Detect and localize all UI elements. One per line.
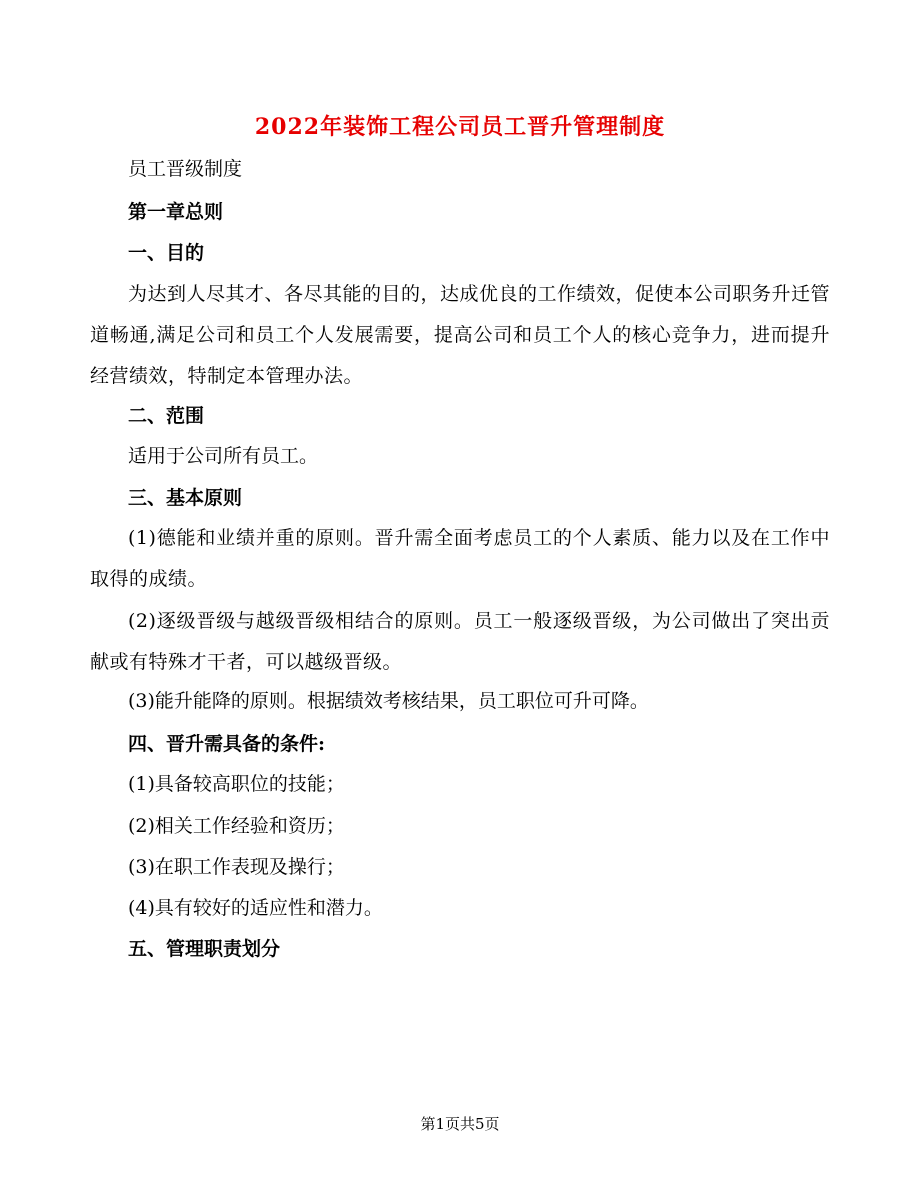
principle-item-2: (2)逐级晋级与越级晋级相结合的原则。员工一般逐级晋级，为公司做出了突出贡献或有特殊才干者，可以越级晋级。: [90, 610, 830, 673]
condition-item-1: (1)具备较高职位的技能；: [128, 773, 345, 795]
section-heading-purpose: 一、目的: [128, 242, 205, 264]
section-heading-duties: 五、管理职责划分: [128, 938, 281, 960]
section-heading-scope: 二、范围: [128, 405, 205, 427]
scope-paragraph: 适用于公司所有员工。: [128, 445, 319, 467]
document-subtitle: 员工晋级制度: [128, 158, 243, 180]
condition-item-4: (4)具有较好的适应性和潜力。: [128, 897, 383, 919]
chapter-heading: 第一章总则: [128, 201, 224, 223]
principle-item-1: (1)德能和业绩并重的原则。晋升需全面考虑员工的个人素质、能力以及在工作中取得的成绩。: [90, 527, 830, 590]
condition-item-2: (2)相关工作经验和资历；: [128, 815, 345, 837]
condition-item-3: (3)在职工作表现及操行；: [128, 856, 345, 878]
page-number-footer: 第1页共5页: [420, 1115, 500, 1133]
purpose-paragraph: 为达到人尽其才、各尽其能的目的，达成优良的工作绩效，促使本公司职务升迁管道畅通,满足公司和员工个人发展需要，提高公司和员工个人的核心竞争力，进而提升经营绩效，特制定本管理办法。: [90, 283, 831, 387]
section-heading-principles: 三、基本原则: [128, 487, 243, 509]
principle-item-3: (3)能升能降的原则。根据绩效考核结果，员工职位可升可降。: [128, 690, 649, 712]
section-heading-conditions: 四、晋升需具备的条件:: [128, 733, 326, 755]
page-title: 2022年装饰工程公司员工晋升管理制度: [254, 114, 666, 140]
